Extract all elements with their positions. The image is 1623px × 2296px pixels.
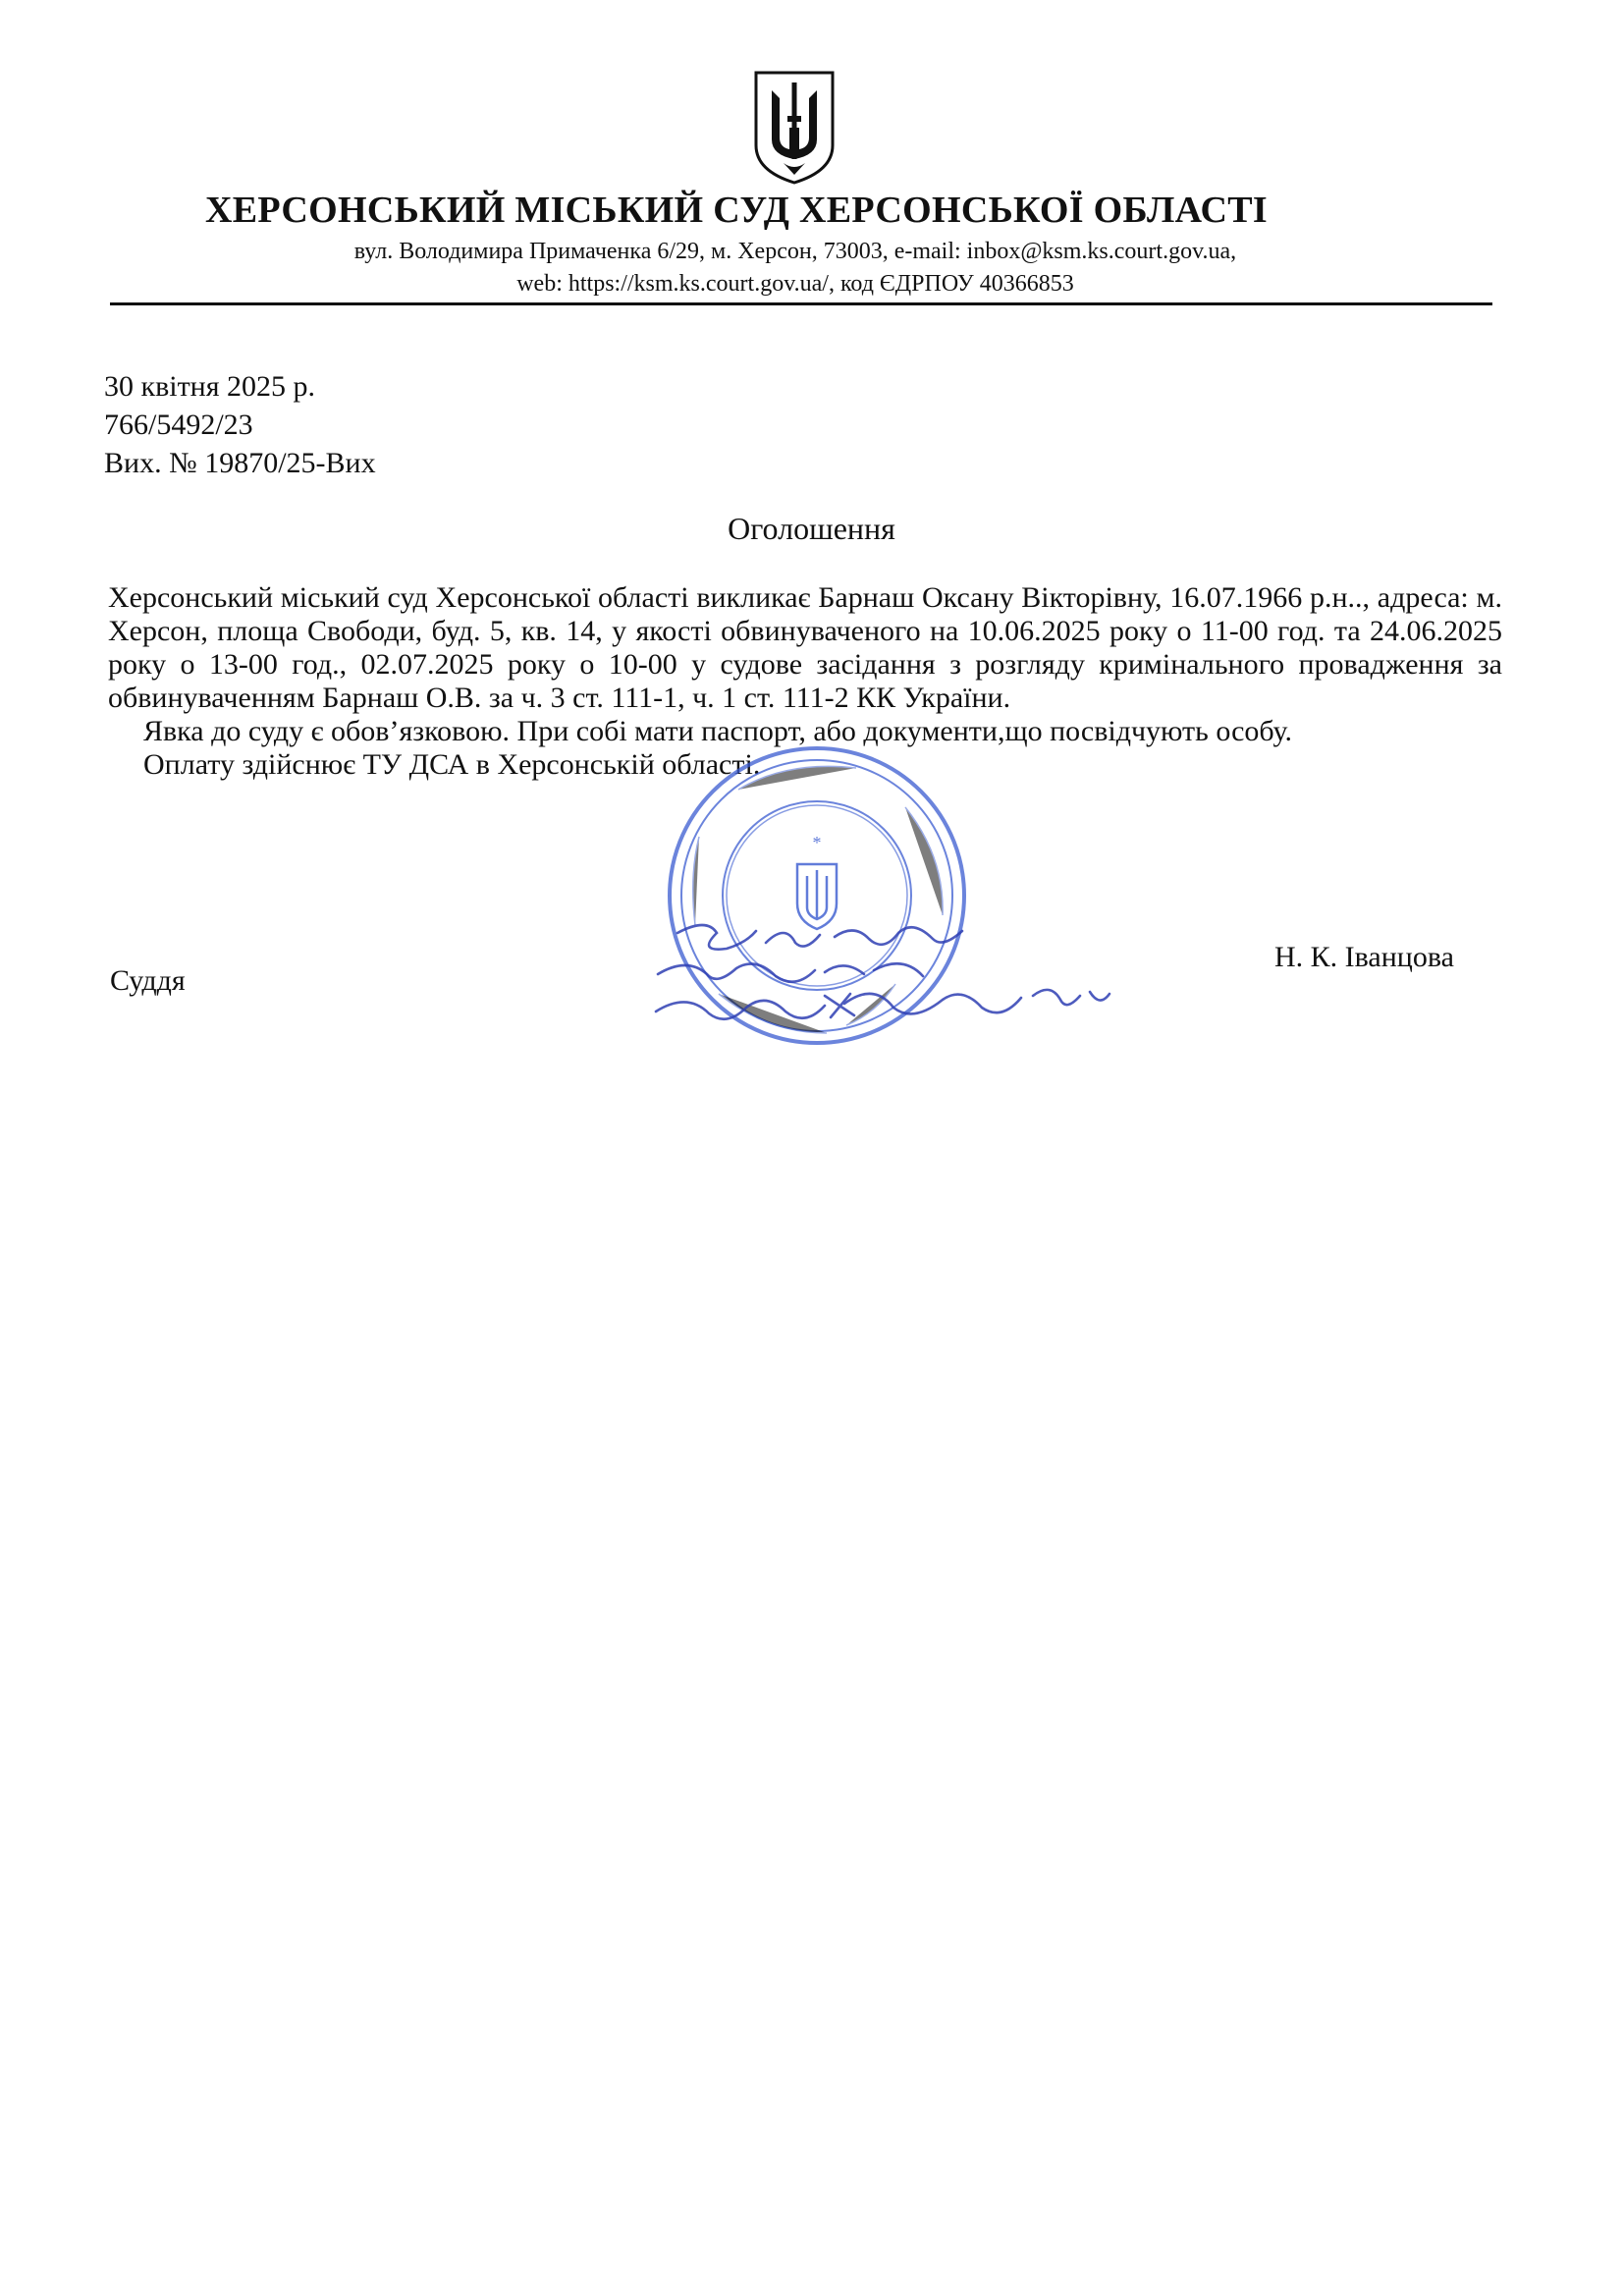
document-date: 30 квітня 2025 р.: [104, 370, 316, 403]
handwritten-certification-icon: [648, 913, 1119, 1041]
document-heading: Оголошення: [728, 511, 895, 546]
judge-role-label: Суддя: [110, 964, 186, 997]
address-line-2: web: https://ksm.ks.court.gov.ua/, код ЄДРПОУ 40366853: [516, 271, 1074, 297]
header-divider: [110, 302, 1492, 305]
court-address: [177, 236, 1414, 301]
judge-name: Н. К. Іванцова: [1274, 941, 1454, 973]
document-meta: [104, 367, 376, 482]
trident-emblem-icon: [750, 69, 839, 187]
address-line-1: вул. Володимира Примаченка 6/29, м. Херсон, 73003, e-mail: inbox@ksm.ks.court.gov.ua,: [353, 239, 1237, 264]
outgoing-number: Вих. № 19870/25-Вих: [104, 447, 376, 479]
body-paragraph-payment: Оплату здійснює ТУ ДСА в Херсонській області.: [143, 748, 761, 781]
court-name: ХЕРСОНСЬКИЙ МІСЬКИЙ СУД ХЕРСОНСЬКОЇ ОБЛАСТІ: [205, 190, 1268, 231]
svg-text:*: *: [812, 833, 822, 852]
body-paragraph-attendance: Явка до суду є обов’язковою. При собі мати паспорт, або документи,що посвідчують особу.: [143, 715, 1293, 747]
case-number: 766/5492/23: [104, 409, 253, 441]
body-paragraph-summons: Херсонський міський суд Херсонської області викликає Барнаш Оксану Вікторівну, 16.07.1966 р.н.., адреса: м. Херсон, площа Свободи, буд. 5, кв. 14, у якості обвинуваченого на 10.06.2025 року о 11-00 год. та 24.06.2025 року о 13-00 год., 02.07.2025 року о 10-00 у судове засідання з розгляду кримінального провадження за обвинуваченням Барнаш О.В. за ч. 3 ст. 111-1, ч. 1 ст. 111-2 КК України.: [108, 581, 1502, 714]
